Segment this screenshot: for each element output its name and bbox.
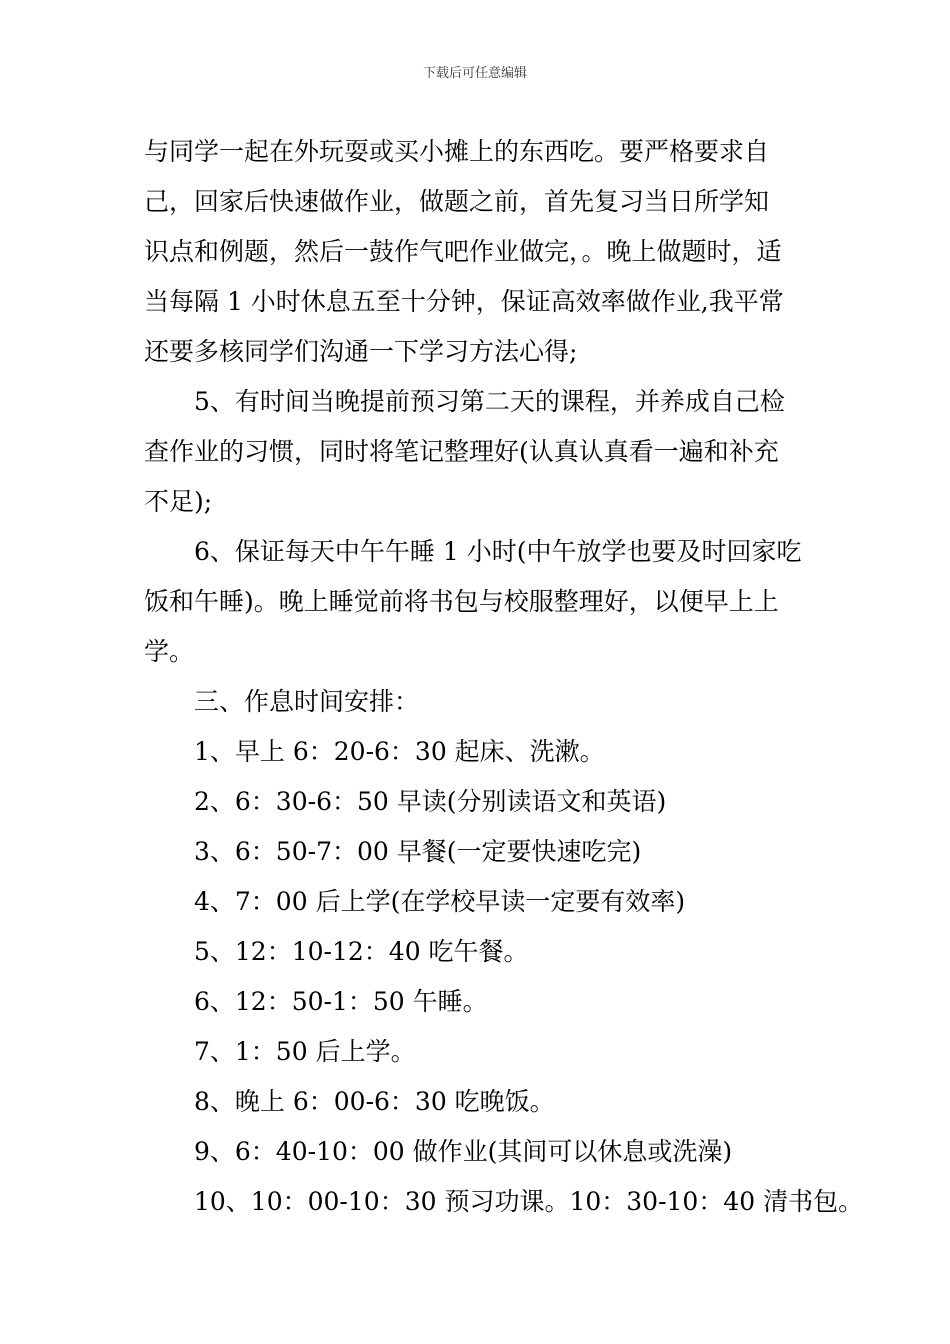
schedule-item: 8、晚上 6：00-6：30 吃晚饭。 xyxy=(194,1087,555,1116)
text-line: 当每隔 1 小时休息五至十分钟，保证高效率做作业,我平常 xyxy=(144,287,784,316)
page-header: 下载后可任意编辑 xyxy=(422,66,527,81)
schedule-item: 3、6：50-7：00 早餐(一定要快速吃完) xyxy=(194,837,642,866)
text-line: 己，回家后快速做作业，做题之前，首先复习当日所学知 xyxy=(144,187,770,216)
document-body xyxy=(144,127,864,1227)
schedule-item: 4、7：00 后上学(在学校早读一定要有效率) xyxy=(194,887,686,916)
schedule-item: 2、6：30-6：50 早读(分别读语文和英语) xyxy=(194,787,667,816)
schedule-item: 10、10：00-10：30 预习功课。10：30-10：40 清书包。 xyxy=(194,1187,864,1216)
text-line: 与同学一起在外玩耍或买小摊上的东西吃。要严格要求自 xyxy=(144,137,770,166)
schedule-item: 9、6：40-10：00 做作业(其间可以休息或洗澡) xyxy=(194,1137,733,1166)
text-line: 饭和午睡)。晚上睡觉前将书包与校服整理好，以便早上上 xyxy=(144,587,779,616)
text-line: 还要多核同学们沟通一下学习方法心得; xyxy=(144,337,578,366)
text-line: 不足); xyxy=(144,487,213,516)
section-heading: 三、作息时间安排： xyxy=(194,687,420,716)
text-line: 学。 xyxy=(144,637,195,666)
schedule-item: 6、12：50-1：50 午睡。 xyxy=(194,987,488,1016)
text-line: 识点和例题，然后一鼓作气吧作业做完，。晚上做题时，适 xyxy=(144,237,782,266)
schedule-item: 7、1：50 后上学。 xyxy=(194,1037,416,1066)
text-line: 查作业的习惯，同时将笔记整理好(认真认真看一遍和补充 xyxy=(144,437,779,466)
schedule-item: 1、早上 6：20-6：30 起床、洗漱。 xyxy=(194,737,605,766)
schedule-item: 5、12：10-12：40 吃午餐。 xyxy=(194,937,529,966)
paragraph-start: 6、保证每天中午午睡 1 小时(中午放学也要及时回家吃 xyxy=(194,537,802,566)
paragraph-start: 5、有时间当晚提前预习第二天的课程，并养成自己检 xyxy=(194,387,785,416)
